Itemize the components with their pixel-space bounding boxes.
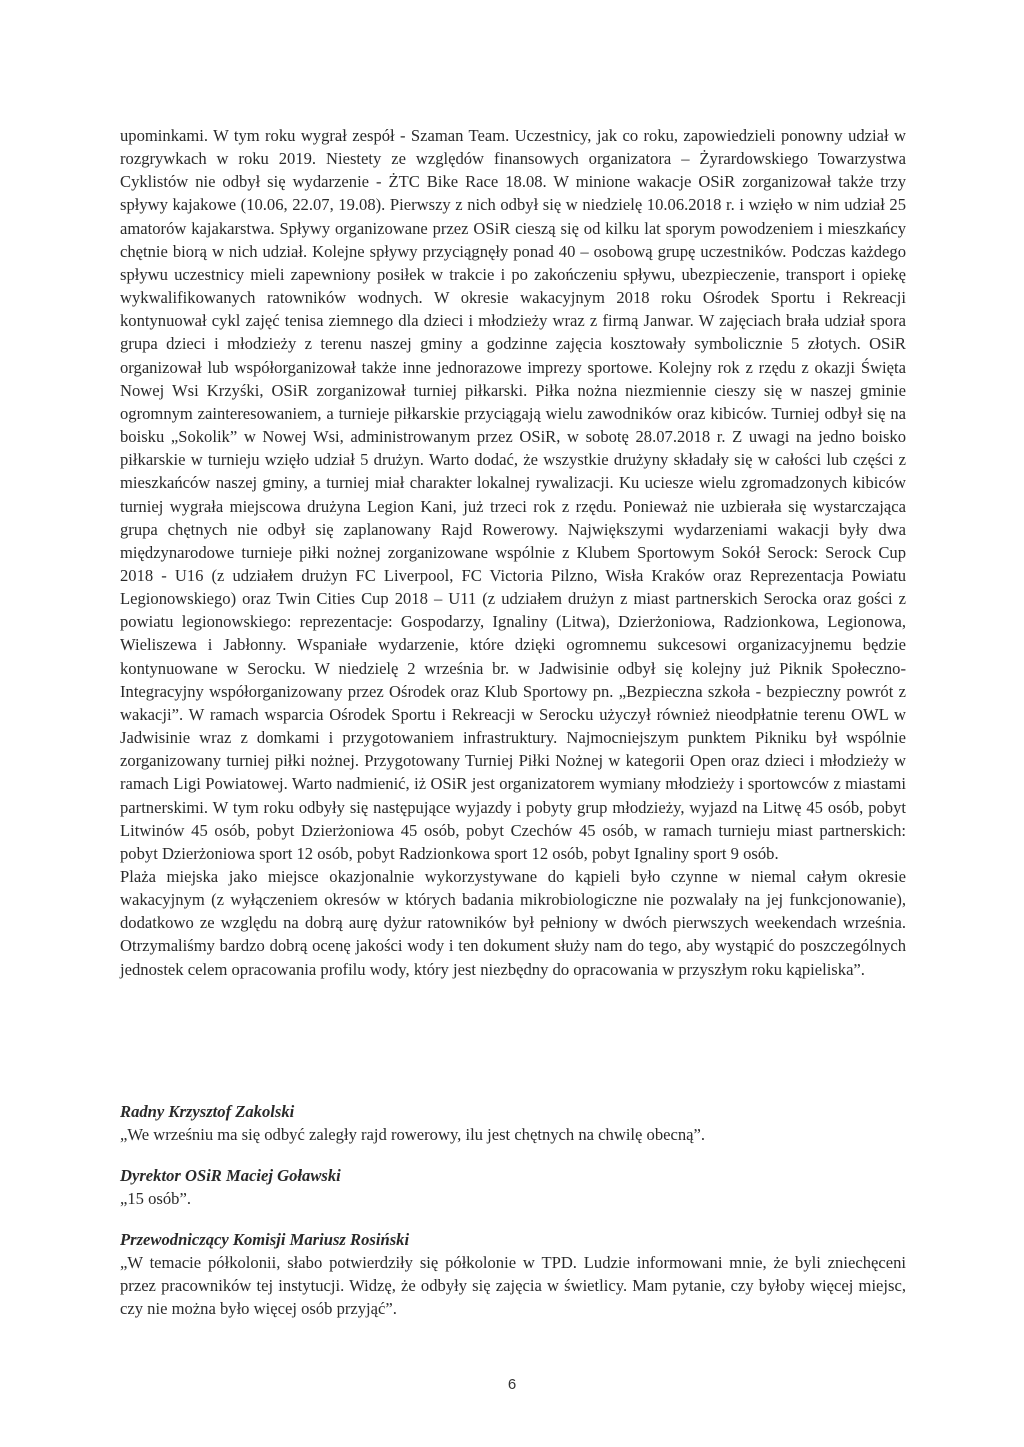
speaker-quote: „We wrześniu ma się odbyć zaległy rajd rowerowy, ilu jest chętnych na chwilę obecną”.	[120, 1125, 706, 1144]
speaker-name: Przewodniczący Komisji Mariusz Rosiński	[120, 1230, 410, 1249]
speaker-block-rosinski	[120, 1228, 906, 1320]
speaker-quote: „15 osób”.	[120, 1189, 191, 1208]
speaker-block-golawski	[120, 1164, 906, 1210]
paragraph-beach: Plaża miejska jako miejsce okazjonalnie wykorzystywane do kąpieli było czynne w niemal całym okresie wakacyjnym (z wyłączeniem okresów w których badania mikrobiologiczne nie pozwalały na jej funkcjonowanie), dodatkowo ze względu na dobrą aurę dyżur ratowników był pełniony w dwóch pierwszych weekendach września. Otrzymaliśmy bardzo dobrą ocenę jakości wody i ten dokument służy nam do tego, aby wystąpić do poszczególnych jednostek celem opracowania profilu wody, który jest niezbędny do opracowania w przyszłym roku kąpieliska”.	[120, 867, 906, 979]
paragraph-sports-events: upominkami. W tym roku wygrał zespół - Szaman Team. Uczestnicy, jak co roku, zapowiedzieli ponowny udział w rozgrywkach w roku 2019. Niestety ze względów finansowych organizatora – Żyrardowskiego Towarzystwa Cyklistów nie odbył się wydarzenie - ŻTC Bike Race 18.08. W minione wakacje OSiR zorganizował także trzy spływy kajakowe (10.06, 22.07, 19.08). Pierwszy z nich odbył się w niedzielę 10.06.2018 r. i wzięło w nim udział 25 amatorów kajakarstwa. Spływy organizowane przez OSiR cieszą się od kilku lat sporym powodzeniem i mieszkańcy chętnie biorą w nich udział. Kolejne spływy przyciągnęły ponad 40 – osobową grupę uczestników. Podczas każdego spływu uczestnicy mieli zapewniony posiłek w trakcie i po zakończeniu spływu, ubezpieczenie, transport i opiekę wykwalifikowanych ratowników wodnych. W okresie wakacyjnym 2018 roku Ośrodek Sportu i Rekreacji kontynuował cykl zajęć tenisa ziemnego dla dzieci i młodzieży wraz z firmą Janwar. W zajęciach brała udział spora grupa dzieci i młodzieży z terenu naszej gminy a godzinne zajęcia kosztowały symbolicznie 5 złotych. OSiR organizował lub współorganizował także inne jednorazowe imprezy sportowe. Kolejny rok z rzędu z okazji Święta Nowej Wsi Krzyśki, OSiR zorganizował turniej piłkarski. Piłka nożna niezmiennie cieszy się w naszej gminie ogromnym zainteresowaniem, a turnieje piłkarskie przyciągają wielu zawodników oraz kibiców. Turniej odbył się na boisku „Sokolik” w Nowej Wsi, administrowanym przez OSiR, w sobotę 28.07.2018 r. Z uwagi na jedno boisko piłkarskie w turnieju wzięło udział 5 drużyn. Warto dodać, że wszystkie drużyny składały się w całości lub części z mieszkańców naszej gminy, a turniej miał charakter lokalnej rywalizacji. Ku uciesze wielu zgromadzonych kibiców turniej wygrała miejscowa drużyna Legion Kani, już trzeci rok z rzędu. Ponieważ nie uzbierała się wystarczająca grupa chętnych nie odbył się zaplanowany Rajd Rowerowy. Największymi wydarzeniami wakacji były dwa międzynarodowe turnieje piłki nożnej zorganizowane wspólnie z Klubem Sportowym Sokół Serock: Serock Cup 2018 - U16 (z udziałem drużyn FC Liverpool, FC Victoria Pilzno, Wisła Kraków oraz Reprezentacja Powiatu Legionowskiego) oraz Twin Cities Cup 2018 – U11 (z udziałem drużyn z miast partnerskich Serocka oraz gości z powiatu legionowskiego: reprezentacje: Gospodarzy, Ignaliny (Litwa), Dzierżoniowa, Radzionkowa, Legionowa, Wieliszewa i Jabłonny. Wspaniałe wydarzenie, które dzięki ogromnemu sukcesowi organizacyjnemu będzie kontynuowane w Serocku. W niedzielę 2 września br. w Jadwisinie odbył się kolejny już Piknik Społeczno-Integracyjny współorganizowany przez Ośrodek oraz Klub Sportowy pn. „Bezpieczna szkoła - bezpieczny powrót z wakacji”. W ramach wsparcia Ośrodek Sportu i Rekreacji w Serocku użyczył również nieodpłatnie terenu OWL w Jadwisinie wraz z domkami i przygotowaniem infrastruktury. Najmocniejszym punktem Pikniku był wspólnie zorganizowany turniej piłki nożnej. Przygotowany Turniej Piłki Nożnej w kategorii Open oraz dzieci i młodzieży w ramach Ligi Powiatowej. Warto nadmienić, iż OSiR jest organizatorem wymiany młodzieży i sportowców z miastami partnerskimi. W tym roku odbyły się następujące wyjazdy i pobyty grup młodzieży, wyjazd na Litwę 45 osób, pobyt Litwinów 45 osób, pobyt Dzierżoniowa 45 osób, pobyt Czechów 45 osób, w ramach turnieju miast partnerskich: pobyt Dzierżoniowa sport 12 osób, pobyt Radzionkowa sport 12 osób, pobyt Ignaliny sport 9 osób.	[120, 126, 906, 863]
speaker-name: Dyrektor OSiR Maciej Goławski	[120, 1166, 341, 1185]
page-number: 6	[507, 1376, 517, 1393]
speaker-quote: „W temacie półkolonii, słabo potwierdziły się półkolonie w TPD. Ludzie informowani mnie, że byli zniechęceni przez pracowników tej instytucji. Widzę, że odbyły się zajęcia w świetlicy. Mam pytanie, czy byłoby więcej miejsc, czy nie można było więcej osób przyjąć”.	[120, 1253, 906, 1318]
body-text	[120, 124, 906, 981]
speaker-block-zakolski	[120, 1100, 906, 1146]
speaker-name: Radny Krzysztof Zakolski	[120, 1102, 295, 1121]
